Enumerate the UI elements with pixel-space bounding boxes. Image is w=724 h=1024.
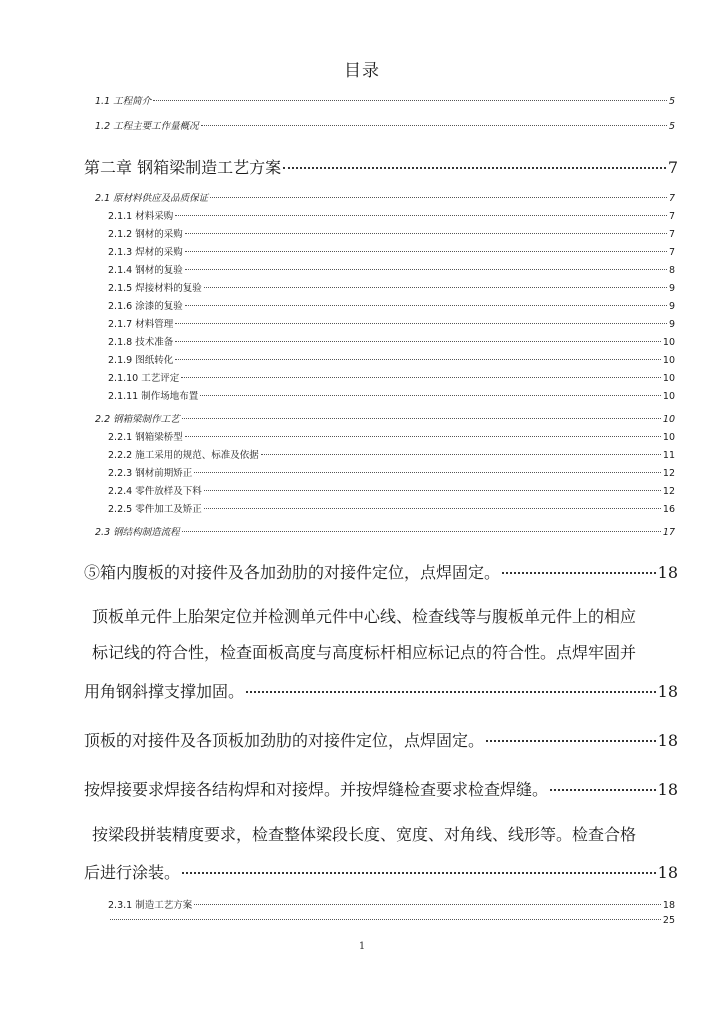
- toc-entry-page: 10: [662, 355, 675, 366]
- toc-large-entry-line: 顶板单元件上胎架定位并检测单元件中心线、检查线等与腹板单元件上的相应: [92, 607, 637, 626]
- toc-subsection-entry[interactable]: [108, 280, 675, 294]
- leader-dots: [185, 251, 667, 252]
- toc-entry[interactable]: [95, 93, 675, 107]
- leader-dots: [182, 418, 661, 419]
- toc-entry-page: 7: [668, 193, 675, 204]
- toc-subsection-entry[interactable]: [108, 298, 675, 312]
- toc-large-entry[interactable]: [84, 560, 678, 583]
- toc-title: 目录: [344, 61, 380, 81]
- toc-entry-page: 17: [662, 527, 675, 538]
- toc-entry-page: 18: [657, 563, 678, 582]
- toc-entry-label: 第二章 钢箱梁制造工艺方案: [84, 158, 282, 177]
- toc-entry-page: 10: [662, 337, 675, 348]
- leader-dots: [210, 197, 667, 198]
- toc-entry-page: 25: [662, 915, 675, 926]
- leader-dots: [194, 472, 661, 473]
- toc-subsection-entry[interactable]: [108, 208, 675, 222]
- toc-entry-page: 8: [668, 265, 675, 276]
- toc-entry-page: 11: [662, 450, 675, 461]
- toc-entry-page: 7: [668, 211, 675, 222]
- toc-entry-label: 顶板的对接件及各顶板加劲肋的对接件定位，点焊固定。: [84, 731, 485, 750]
- toc-entry-label: 2.2 钢箱梁制作工艺: [95, 414, 180, 425]
- toc-entry-label: 2.3.1 制造工艺方案: [108, 900, 193, 911]
- toc-subsection-entry[interactable]: [108, 334, 675, 348]
- toc-entry-page: 18: [657, 780, 678, 799]
- leader-dots: [175, 323, 667, 324]
- leader-dots: [182, 872, 656, 874]
- leader-dots: [185, 305, 667, 306]
- toc-entry-page: 9: [668, 319, 675, 330]
- toc-large-entry-line: 标记线的符合性，检查面板高度与高度标杆相应标记点的符合性。点焊牢固并: [92, 643, 637, 662]
- toc-entry-label: 2.2.2 施工采用的规范、标准及依据: [108, 450, 259, 461]
- toc-entry-label: 2.3 钢结构制造流程: [95, 527, 180, 538]
- toc-entry-label: 1.2 工程主要工作量概况: [95, 121, 199, 132]
- leader-dots: [153, 100, 667, 101]
- toc-entry-page: 10: [662, 432, 675, 443]
- toc-subsection-entry[interactable]: [108, 429, 675, 443]
- toc-entry-page: 12: [662, 468, 675, 479]
- toc-entry-label: 2.2.3 钢材前期矫正: [108, 468, 193, 479]
- toc-subsection-entry[interactable]: [108, 465, 675, 479]
- toc-entry-label: 按焊接要求焊接各结构焊和对接焊。并按焊缝检查要求检查焊缝。: [84, 780, 549, 799]
- leader-dots: [261, 454, 661, 455]
- toc-entry-page: 12: [662, 486, 675, 497]
- toc-section-entry[interactable]: [95, 411, 675, 425]
- leader-dots: [486, 740, 656, 742]
- toc-entry-label: 2.1.10 工艺评定: [108, 373, 180, 384]
- toc-entry-page: 5: [668, 96, 675, 107]
- toc-subsection-entry[interactable]: [108, 388, 675, 402]
- leader-dots: [185, 436, 661, 437]
- toc-entry-label: 用角钢斜撑支撑加固。: [84, 682, 245, 701]
- toc-subsection-entry[interactable]: [108, 244, 675, 258]
- leader-dots: [204, 508, 661, 509]
- leader-dots: [185, 233, 667, 234]
- leader-dots: [283, 167, 666, 169]
- toc-chapter-entry[interactable]: [84, 155, 678, 178]
- toc-large-entry[interactable]: [84, 728, 678, 751]
- toc-subsection-entry[interactable]: [108, 316, 675, 330]
- leader-dots: [201, 125, 667, 126]
- leader-dots: [110, 919, 661, 920]
- toc-entry-label: 2.1.11 制作场地布置: [108, 391, 199, 402]
- toc-large-entry[interactable]: [84, 777, 678, 800]
- toc-large-entry[interactable]: [84, 860, 678, 883]
- leader-dots: [185, 269, 667, 270]
- toc-entry-page: 5: [668, 121, 675, 132]
- toc-entry-label: 1.1 工程简介: [95, 96, 152, 107]
- toc-entry-label: 2.1.8 技术准备: [108, 337, 174, 348]
- toc-entry-page: 18: [657, 731, 678, 750]
- toc-entry-label: 2.1 原材料供应及品质保证: [95, 193, 209, 204]
- toc-entry-page: 10: [662, 414, 675, 425]
- toc-entry-label: 2.2.4 零件放样及下料: [108, 486, 202, 497]
- leader-dots: [175, 359, 661, 360]
- leader-dots: [175, 215, 667, 216]
- leader-dots: [550, 789, 656, 791]
- toc-subsection-entry[interactable]: [108, 483, 675, 497]
- toc-subsection-entry[interactable]: [108, 226, 675, 240]
- toc-entry-label: 2.1.5 焊接材料的复验: [108, 283, 202, 294]
- leader-dots: [181, 377, 661, 378]
- toc-subsection-entry[interactable]: [108, 262, 675, 276]
- toc-subsection-entry[interactable]: [108, 370, 675, 384]
- leader-dots: [502, 572, 656, 574]
- toc-subsection-entry[interactable]: [108, 501, 675, 515]
- toc-entry-label: 2.1.6 涂漆的复验: [108, 301, 183, 312]
- toc-entry-page: 18: [657, 863, 678, 882]
- leader-dots: [194, 904, 661, 905]
- toc-entry-label: 2.1.9 图纸转化: [108, 355, 174, 366]
- toc-entry[interactable]: [95, 118, 675, 132]
- toc-subsection-entry[interactable]: [108, 352, 675, 366]
- toc-subsection-entry[interactable]: [108, 447, 675, 461]
- toc-entry-page: 7: [668, 229, 675, 240]
- leader-dots: [204, 287, 667, 288]
- toc-entry-label: 2.2.1 钢箱梁桥型: [108, 432, 183, 443]
- toc-entry-label: 2.1.1 材料采购: [108, 211, 174, 222]
- toc-entry-label: 2.1.2 钢材的采购: [108, 229, 183, 240]
- toc-entry-label: ⑤箱内腹板的对接件及各加劲肋的对接件定位，点焊固定。: [84, 563, 501, 582]
- toc-entry-label: 2.1.4 钢材的复验: [108, 265, 183, 276]
- page-number: 1: [358, 941, 366, 952]
- toc-entry-label: 2.1.7 材料管理: [108, 319, 174, 330]
- toc-entry-page: 7: [667, 158, 678, 177]
- toc-large-entry-line: 按梁段拼装精度要求，检查整体梁段长度、宽度、对角线、线形等。检查合格: [92, 825, 637, 844]
- toc-entry-page: 18: [657, 682, 678, 701]
- toc-entry-page: 9: [668, 301, 675, 312]
- leader-dots: [182, 531, 661, 532]
- toc-section-entry[interactable]: [95, 190, 675, 204]
- leader-dots: [175, 341, 661, 342]
- toc-entry-page: 7: [668, 247, 675, 258]
- toc-entry-page: 9: [668, 283, 675, 294]
- toc-subsection-entry[interactable]: [108, 897, 675, 911]
- toc-entry-page: 10: [662, 373, 675, 384]
- toc-entry-label: 后进行涂装。: [84, 863, 181, 882]
- leader-dots: [200, 395, 661, 396]
- toc-entry-label: 2.2.5 零件加工及矫正: [108, 504, 202, 515]
- toc-subsection-entry[interactable]: [108, 915, 675, 926]
- toc-entry-label: 2.1.3 焊材的采购: [108, 247, 183, 258]
- toc-entry-page: 10: [662, 391, 675, 402]
- toc-section-entry[interactable]: [95, 524, 675, 538]
- leader-dots: [246, 691, 656, 693]
- toc-large-entry[interactable]: [84, 679, 678, 702]
- toc-entry-page: 16: [662, 504, 675, 515]
- leader-dots: [204, 490, 661, 491]
- toc-entry-page: 18: [662, 900, 675, 911]
